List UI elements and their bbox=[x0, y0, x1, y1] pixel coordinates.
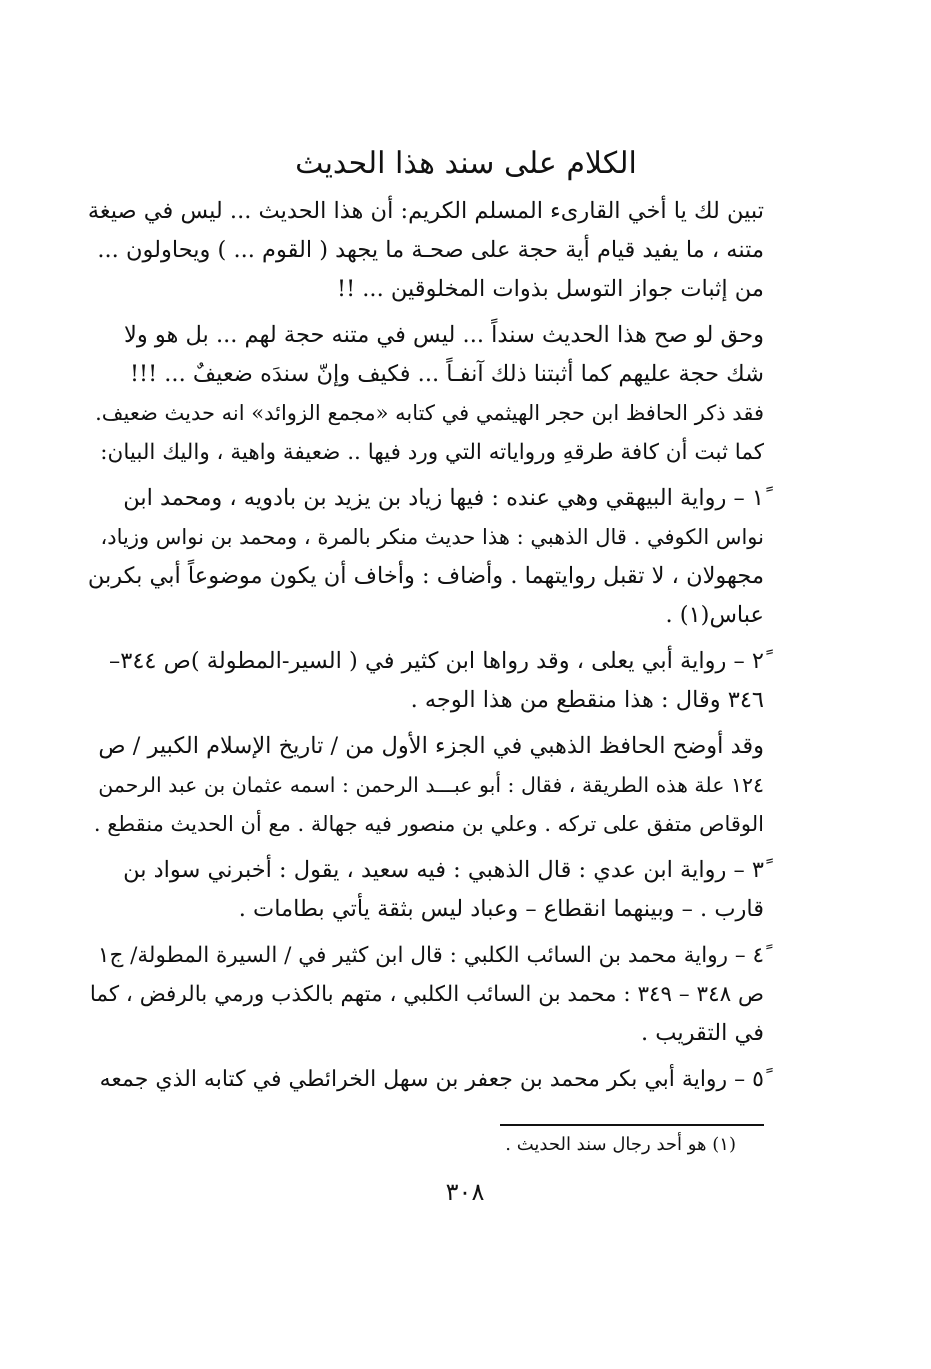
text-line: شك حجة عليهم كما أثبتنا ذلك آنفـاً ... فكيف وإنّ سندَه ضعيفٌ ... !!! bbox=[129, 361, 764, 387]
paragraph-weakness bbox=[88, 316, 764, 472]
text-line: ٤ً – رواية محمد بن السائب الكلبي : قال ابن كثير في / السيرة المطولة/ ج١ bbox=[97, 943, 764, 968]
text-line: من إثبات جواز التوسل بذوات المخلوقين ... !! bbox=[337, 276, 764, 302]
text-line: الوقاص متفق على تركه . وعلي بن منصور فيه جهالة . مع أن الحديث منقطع . bbox=[93, 812, 764, 836]
paragraph-intro bbox=[88, 192, 764, 309]
text-line: ١ً – رواية البيهقي وهي عنده : فيها زياد بن يزيد بن بادويه ، ومحمد ابن bbox=[123, 485, 764, 511]
paragraph-item-3 bbox=[88, 851, 764, 929]
text-line: فقد ذكر الحافظ ابن حجر الهيثمي في كتابه «مجمع الزوائد» انه حديث ضعيف. bbox=[95, 401, 764, 425]
text-line: عباس(١) . bbox=[665, 602, 764, 628]
paragraph-item-4 bbox=[88, 936, 764, 1053]
body-text bbox=[88, 192, 764, 1106]
paragraph-item-5 bbox=[88, 1060, 764, 1099]
text-line: ص ٣٤٨ – ٣٤٩ : محمد بن السائب الكلبي ، متهم بالكذب ورمي بالرفض ، كما bbox=[89, 982, 764, 1007]
footnote-divider bbox=[500, 1124, 764, 1126]
text-line: ٣ً – رواية ابن عدي : قال الذهبي : فيه سعيد ، يقول : أخبرني سواد بن bbox=[123, 857, 764, 883]
paragraph-item-2 bbox=[88, 642, 764, 720]
paragraph-item-1 bbox=[88, 479, 764, 635]
text-line: في التقريب . bbox=[640, 1020, 764, 1046]
text-line: متنه ، ما يفيد قيام أية حجة على صحـة ما يجهد ( القوم ... ) ويحاولون ... bbox=[97, 237, 764, 263]
text-line: ١٢٤ علة هذه الطريقة ، فقال : أبو عبـــد الرحمن : اسمه عثمان بن عبد الرحمن bbox=[98, 773, 764, 797]
text-line: ٣٤٦ وقال : هذا منقطع من هذا الوجه . bbox=[410, 687, 764, 713]
text-line: ٢ً – رواية أبي يعلى ، وقد رواها ابن كثير في ( السير-المطولة )ص ٣٤٤– bbox=[109, 648, 764, 674]
text-line: ٥ً – رواية أبي بكر محمد بن جعفر بن سهل الخرائطي في كتابه الذي جمعه bbox=[99, 1067, 764, 1092]
text-line: نواس الكوفي . قال الذهبي : هذا حديث منكر بالمرة ، ومحمد بن نواس وزياد، bbox=[100, 525, 764, 549]
text-line: قارب . – وبينهما انقطاع – وعباد ليس بثقة يأتي بطامات . bbox=[238, 896, 764, 922]
footnote: (١) هو أحد رجال سند الحديث . bbox=[505, 1134, 736, 1155]
paragraph-dhahabi bbox=[88, 727, 764, 844]
text-line: وقد أوضح الحافظ الذهبي في الجزء الأول من / تاريخ الإسلام الكبير / ص bbox=[98, 733, 764, 759]
section-title: الكلام على سند هذا الحديث bbox=[295, 146, 637, 181]
text-line: مجهولان ، لا تقبل روايتهما . وأضاف : وأخاف أن يكون موضوعاً أبي بكربن bbox=[87, 563, 764, 589]
text-line: وحق لو صح هذا الحديث سنداً ... ليس في متنه حجة لهم ... بل هو ولا bbox=[124, 322, 764, 348]
text-line: تبين لك يا أخي القارىء المسلم الكريم: أن هذا الحديث ... ليس في صيغة bbox=[87, 198, 764, 224]
page-number: ٣٠٨ bbox=[445, 1178, 485, 1206]
text-line: كما ثبت أن كافة طرقهِ ورواياته التي ورد فيها .. ضعيفة واهية ، واليك البيان: bbox=[100, 440, 764, 465]
